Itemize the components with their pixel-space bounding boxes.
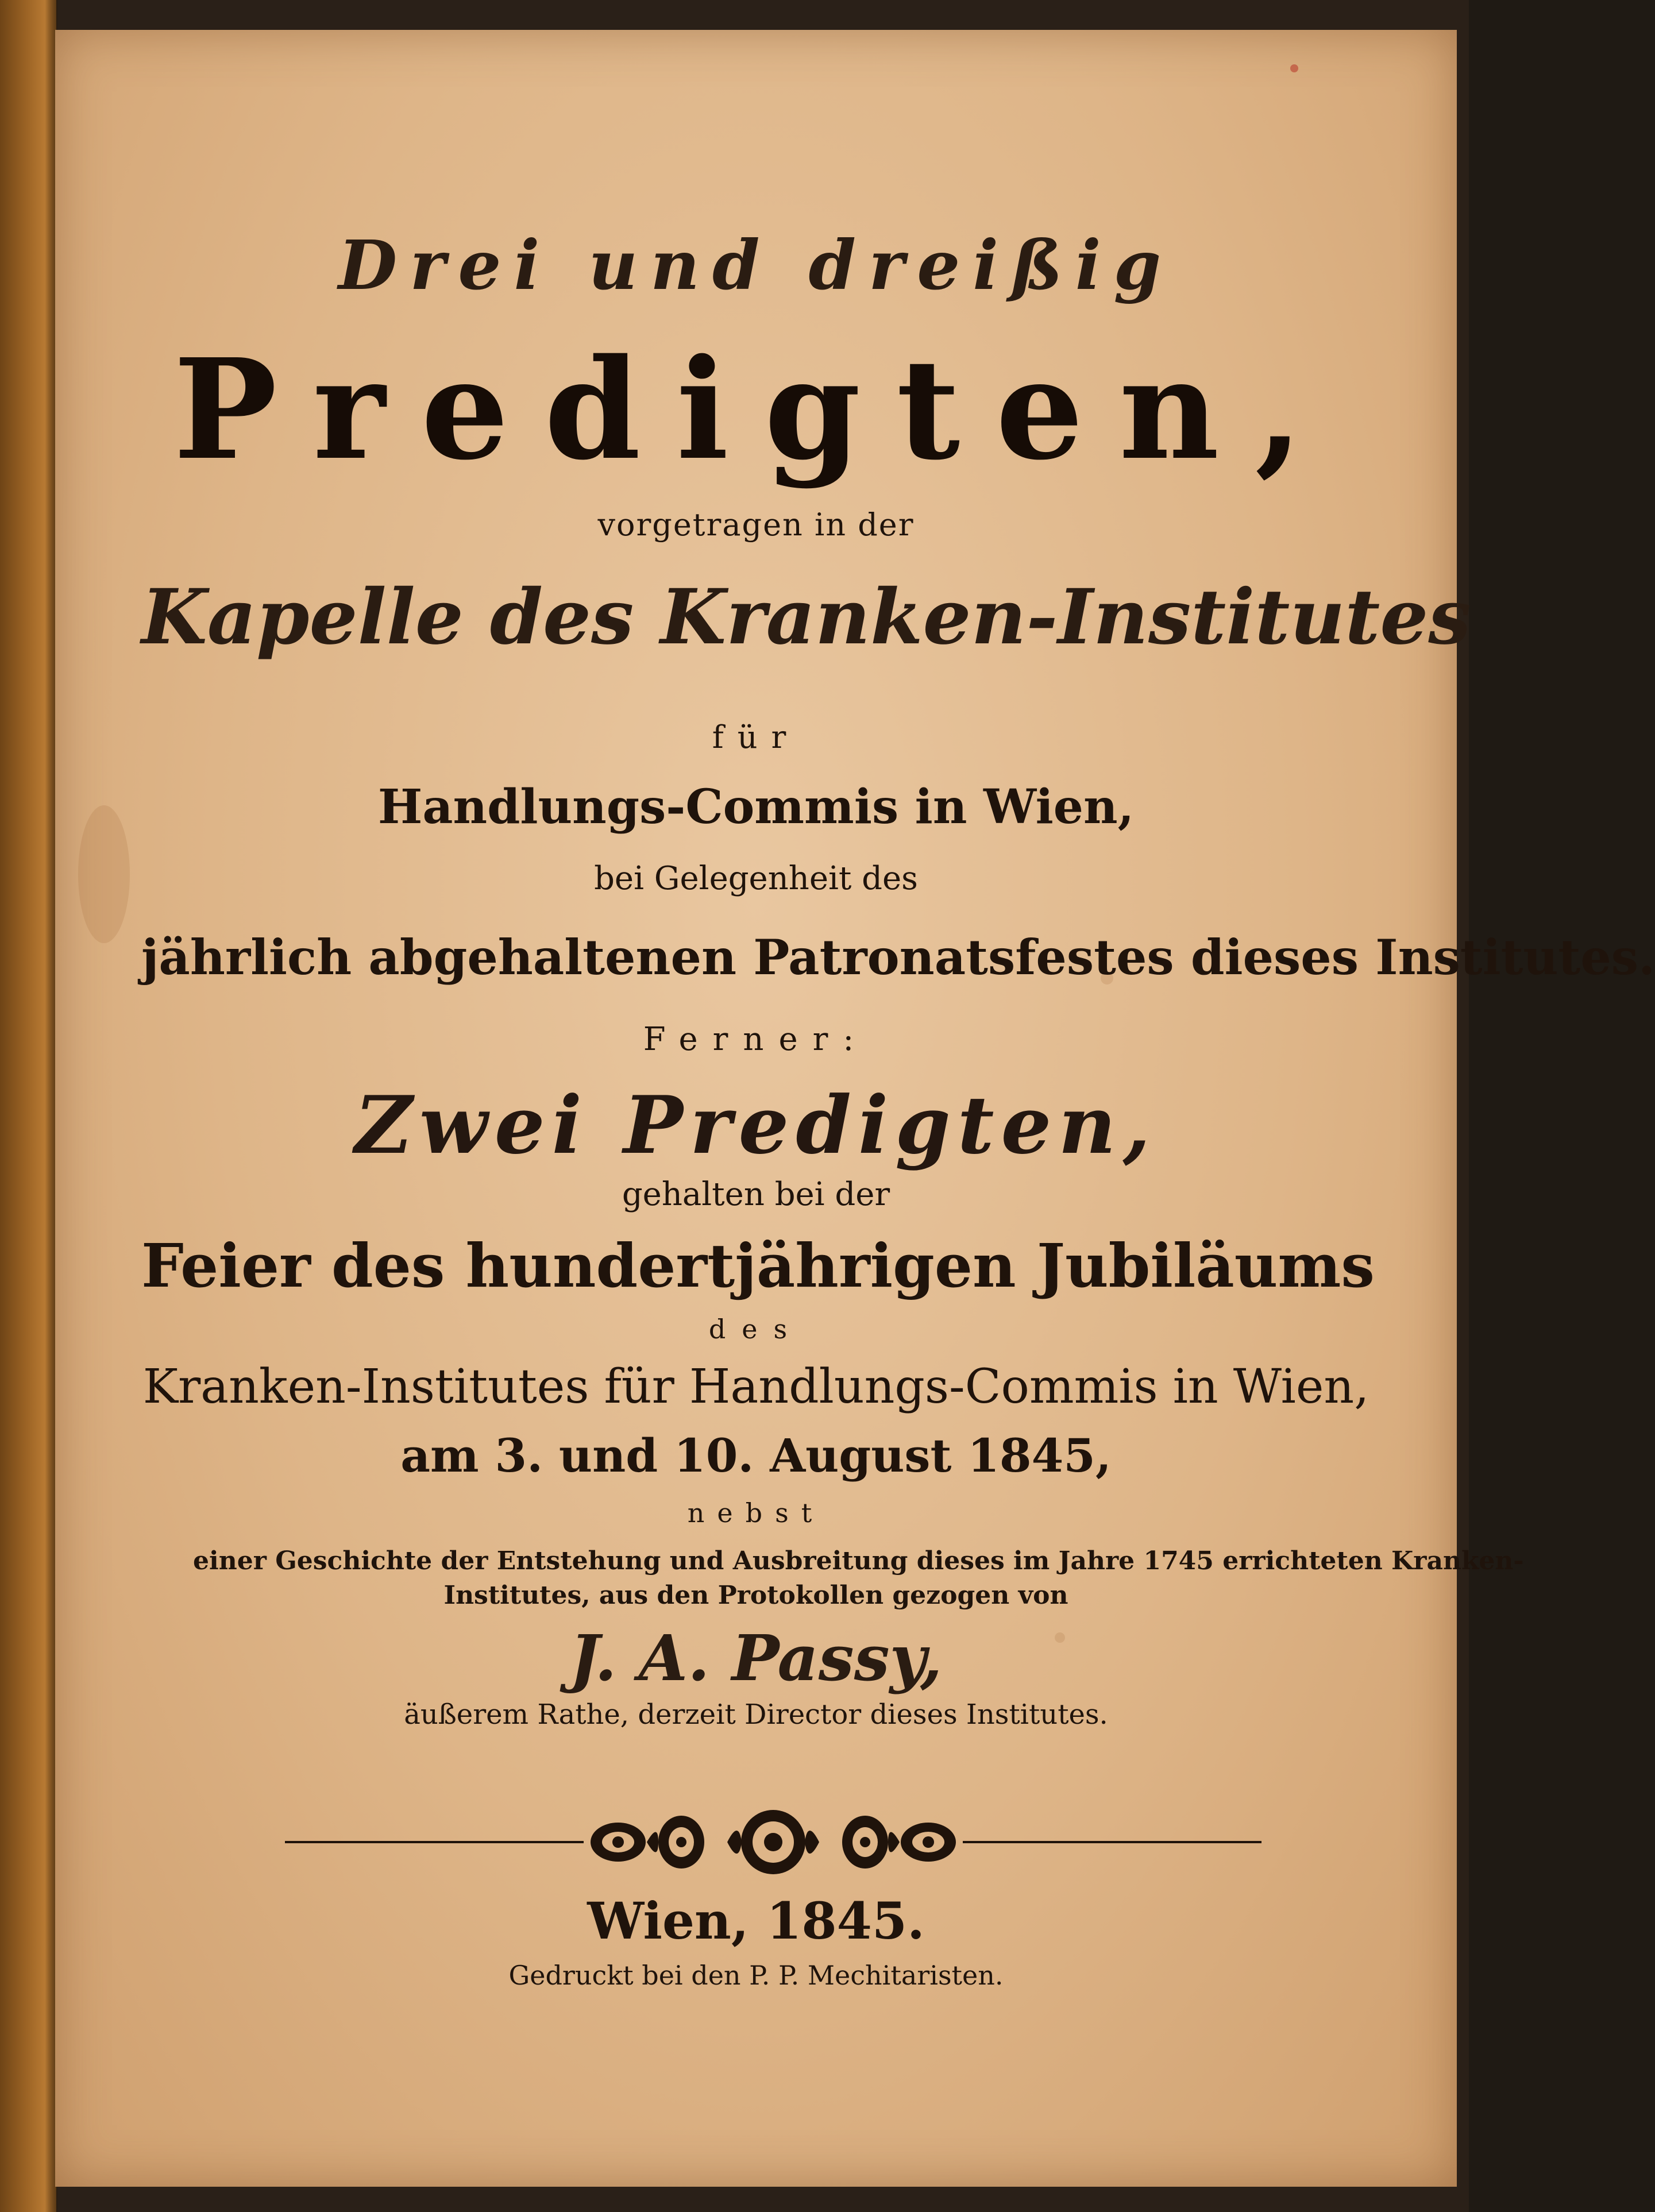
imprint-place-year: Wien, 1845. [587,1891,925,1951]
imprint-printer: Gedruckt bei den P. P. Mechitaristen. [508,1960,1004,1991]
line-geschichte-1: einer Geschichte der Entstehung und Ausbreitung dieses im Jahre 1745 errichteten Kranken- [193,1546,1524,1576]
line-gehalten: gehalten bei der [622,1176,890,1213]
line-kranken-institutes: Kranken-Institutes für Handlungs-Commis in Wien, [142,1360,1369,1414]
line-handlungs-commis: Handlungs-Commis in Wien, [377,779,1135,835]
floral-ornament-icon [285,1805,1261,1879]
line-feier: Feier des hundertjährigen Jubiläums [141,1230,1375,1301]
line-jaehrlich: jährlich abgehaltenen Patronatsfestes dieses Institutes. [141,929,1655,986]
line-kapelle: Kapelle des Kranken-Institutes [141,573,1471,662]
line-des: des [708,1314,804,1345]
line-geschichte-2: Institutes, aus den Protokollen gezogen von [443,1581,1068,1610]
ornament-divider [285,1805,1261,1879]
title-page-text [55,30,1655,2187]
line-zwei-predigten: Zwei Predigten, [354,1078,1158,1172]
title-line-1: Drei und dreißig [338,225,1174,305]
title-line-2: Predigten, [173,329,1338,491]
line-gelegenheit: bei Gelegenheit des [594,860,918,897]
line-vorgetragen: vorgetragen in der [597,507,915,543]
line-fuer: für [712,719,800,755]
title-page [55,30,1655,2187]
line-datum: am 3. und 10. August 1845, [400,1429,1112,1483]
line-nebst: nebst [687,1497,825,1528]
line-author: J. A. Passy, [569,1621,943,1695]
line-author-title: äußerem Rathe, derzeit Director dieses Institutes. [404,1698,1108,1731]
line-ferner: Ferner: [643,1021,869,1058]
